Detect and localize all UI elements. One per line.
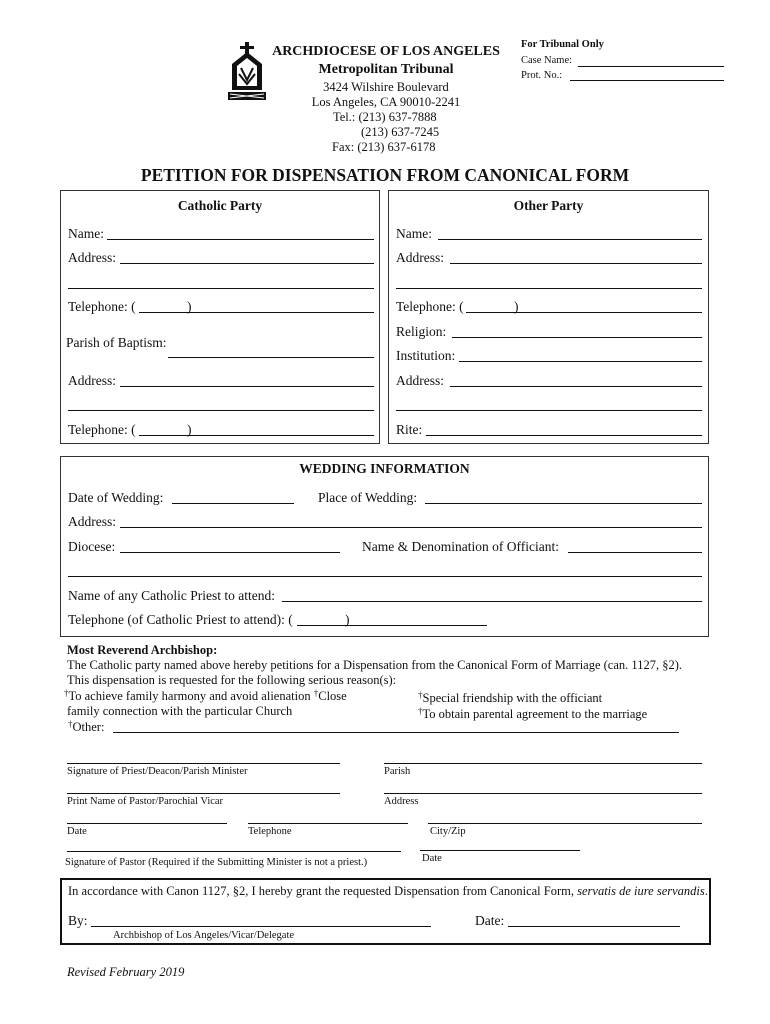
city-zip-line[interactable] xyxy=(428,823,702,824)
wedding-diocese-field[interactable] xyxy=(120,552,340,553)
op-name-field[interactable] xyxy=(438,239,702,240)
city-zip-label: City/Zip xyxy=(430,826,466,837)
reason-family-harmony xyxy=(64,688,347,704)
cp-telephone-paren: ) xyxy=(187,299,192,314)
cp-telephone-label: Telephone: ( xyxy=(68,299,136,314)
parish-line[interactable] xyxy=(384,763,702,764)
cp-address2-label: Address: xyxy=(68,373,116,388)
wedding-officiant-label: Name & Denomination of Officiant: xyxy=(362,539,559,554)
op-rite-label: Rite: xyxy=(396,422,423,437)
cp-name-label: Name: xyxy=(68,226,104,241)
address-line[interactable] xyxy=(384,793,702,794)
tribunal-name: Metropolitan Tribunal xyxy=(318,62,454,77)
cp-telephone-field[interactable] xyxy=(139,312,374,313)
op-institution-label: Institution: xyxy=(396,348,456,363)
op-address2-field-2[interactable] xyxy=(396,410,702,411)
cp-address2-field[interactable] xyxy=(120,386,374,387)
wedding-priest-field[interactable] xyxy=(282,601,702,602)
cp-address2-field-2[interactable] xyxy=(68,410,374,411)
case-name-label: Case Name: xyxy=(521,55,573,66)
reason-friendship-checkbox[interactable]: † xyxy=(418,690,423,700)
sig-minister-label: Signature of Priest/Deacon/Parish Minister xyxy=(67,766,248,777)
op-address-field[interactable] xyxy=(450,263,702,264)
reason-family-harmony-label: To achieve family harmony and avoid alienation xyxy=(68,689,311,703)
petition-line1: The Catholic party named above hereby petitions for a Dispensation from the Canonical Form of Marriage (can. 1127, §2). xyxy=(67,658,682,672)
prot-no-label: Prot. No.: xyxy=(521,70,563,81)
cp-address-label: Address: xyxy=(68,250,116,265)
reason-family-harmony-checkbox[interactable]: † xyxy=(64,688,69,698)
grant-text-latin: servatis de iure servandis xyxy=(577,884,705,898)
wedding-place-label: Place of Wedding: xyxy=(318,490,418,505)
reason-close-family-label: Close xyxy=(318,689,347,703)
op-telephone-field[interactable] xyxy=(466,312,702,313)
case-name-field[interactable] xyxy=(578,66,724,67)
op-telephone-label: Telephone: ( xyxy=(396,299,464,314)
op-address2-label: Address: xyxy=(396,373,444,388)
reason-other-label: Other: xyxy=(72,720,105,734)
reason-other xyxy=(68,719,104,735)
op-telephone-paren: ) xyxy=(514,299,519,314)
date-label: Date xyxy=(67,826,87,837)
wedding-officiant-field-2[interactable] xyxy=(68,576,702,577)
op-religion-field[interactable] xyxy=(452,337,702,338)
cp-address-field[interactable] xyxy=(120,263,374,264)
grant-by-label: By: xyxy=(68,913,88,928)
header-tel2: (213) 637-7245 xyxy=(361,125,440,139)
cp-telephone2-field[interactable] xyxy=(139,435,374,436)
revision-footer: Revised February 2019 xyxy=(67,965,185,979)
op-religion-label: Religion: xyxy=(396,324,447,339)
grant-archbishop-label: Archbishop of Los Angeles/Vicar/Delegate xyxy=(113,930,295,941)
header-city: Los Angeles, CA 90010-2241 xyxy=(311,95,461,109)
petition-line2: This dispensation is requested for the following serious reason(s): xyxy=(67,673,397,687)
header-tel1: Tel.: (213) 637-7888 xyxy=(333,110,437,124)
grant-date-label: Date: xyxy=(475,913,505,928)
petition-salutation: Most Reverend Archbishop: xyxy=(67,643,218,657)
print-name-label: Print Name of Pastor/Parochial Vicar xyxy=(67,796,224,807)
wedding-diocese-label: Diocese: xyxy=(68,539,116,554)
telephone-label: Telephone xyxy=(248,826,292,837)
reason-other-field[interactable] xyxy=(113,732,679,733)
wedding-priest-tel-field[interactable] xyxy=(297,625,487,626)
cp-name-field[interactable] xyxy=(107,239,374,240)
reason-parental-label: To obtain parental agreement to the marriage xyxy=(422,707,648,721)
address-label: Address xyxy=(384,796,419,807)
wedding-address-label: Address: xyxy=(68,514,116,529)
cp-parish-field[interactable] xyxy=(168,357,374,358)
grant-text-end: . xyxy=(704,884,708,898)
other-party-box xyxy=(388,190,709,444)
reason-parental xyxy=(418,706,647,722)
date2-line[interactable] xyxy=(420,850,580,851)
sig-pastor-label: Signature of Pastor (Required if the Submitting Minister is not a priest.) xyxy=(65,857,368,868)
grant-date-field[interactable] xyxy=(508,926,680,927)
op-institution-field[interactable] xyxy=(459,361,702,362)
op-address-field-2[interactable] xyxy=(396,288,702,289)
wedding-heading: WEDDING INFORMATION xyxy=(299,461,470,476)
prot-no-field[interactable] xyxy=(570,80,724,81)
reason-other-checkbox[interactable]: † xyxy=(68,719,73,729)
tribunal-only-title: For Tribunal Only xyxy=(521,39,604,50)
cp-parish-label: Parish of Baptism: xyxy=(66,335,167,350)
date2-label: Date xyxy=(422,853,442,864)
form-title: PETITION FOR DISPENSATION FROM CANONICAL FORM xyxy=(140,165,630,185)
wedding-date-field[interactable] xyxy=(172,503,294,504)
reason-close-family-line2: family connection with the particular Church xyxy=(67,704,293,718)
catholic-party-box xyxy=(60,190,380,444)
print-name-line[interactable] xyxy=(67,793,340,794)
other-party-heading: Other Party xyxy=(513,198,584,213)
sig-pastor-line[interactable] xyxy=(67,851,401,852)
op-address2-field[interactable] xyxy=(450,386,702,387)
grant-text-main: In accordance with Canon 1127, §2, I hereby grant the requested Dispensation from Canonical Form, xyxy=(68,884,574,898)
cp-telephone2-label: Telephone: ( xyxy=(68,422,136,437)
op-rite-field[interactable] xyxy=(426,435,702,436)
op-name-label: Name: xyxy=(396,226,432,241)
wedding-priest-label: Name of any Catholic Priest to attend: xyxy=(68,588,275,603)
org-name: ARCHDIOCESE OF LOS ANGELES xyxy=(272,44,500,59)
grant-text xyxy=(68,884,708,899)
op-address-label: Address: xyxy=(396,250,444,265)
header-fax: Fax: (213) 637-6178 xyxy=(332,140,436,154)
wedding-place-field[interactable] xyxy=(425,503,702,504)
reason-parental-checkbox[interactable]: † xyxy=(418,706,423,716)
cp-telephone2-paren: ) xyxy=(187,422,192,437)
archdiocese-seal-icon xyxy=(226,42,268,102)
wedding-priest-tel-label: Telephone (of Catholic Priest to attend): ( xyxy=(68,612,293,627)
date-line[interactable] xyxy=(67,823,227,824)
wedding-priest-tel-paren: ) xyxy=(345,612,350,627)
catholic-party-heading: Catholic Party xyxy=(177,198,263,213)
wedding-officiant-field[interactable] xyxy=(568,552,702,553)
reason-friendship-label: Special friendship with the officiant xyxy=(422,691,603,705)
wedding-date-label: Date of Wedding: xyxy=(68,490,164,505)
wedding-address-field[interactable] xyxy=(120,527,702,528)
sig-minister-line[interactable] xyxy=(67,763,340,764)
cp-address-field-2[interactable] xyxy=(68,288,374,289)
reason-close-family-checkbox[interactable]: † xyxy=(313,688,319,698)
telephone-line[interactable] xyxy=(248,823,408,824)
parish-label: Parish xyxy=(384,766,411,777)
reason-friendship xyxy=(418,690,602,706)
header-street: 3424 Wilshire Boulevard xyxy=(323,80,449,94)
grant-by-field[interactable] xyxy=(91,926,431,927)
